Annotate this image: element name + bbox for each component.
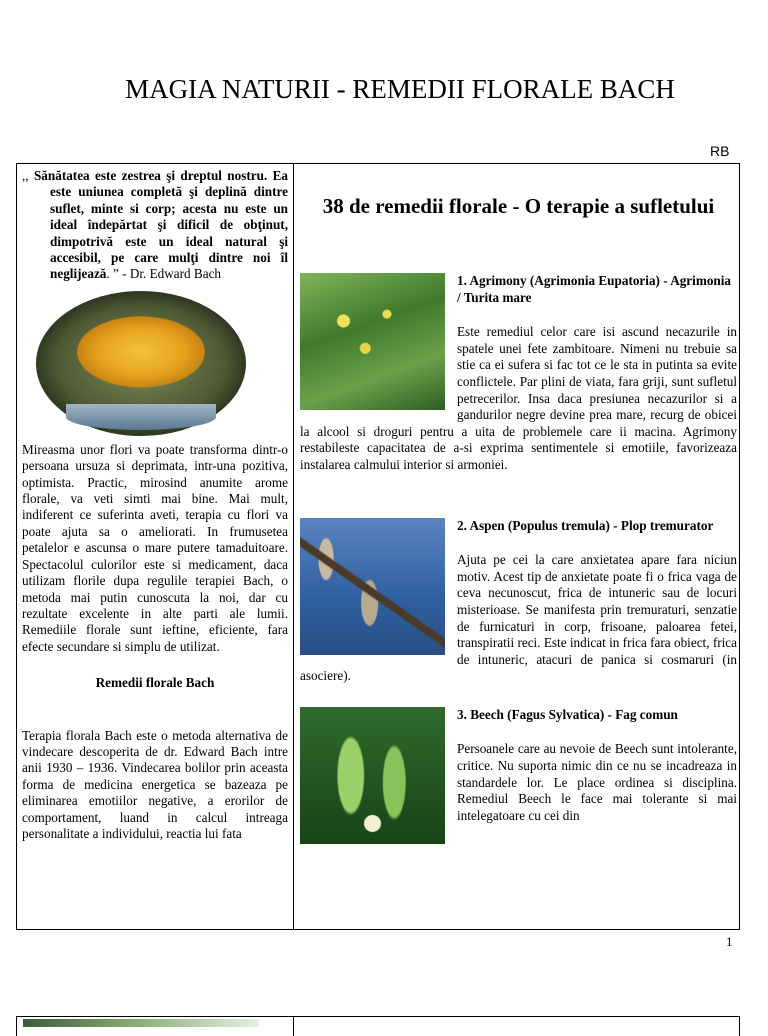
quote-open: ,, [22, 168, 34, 183]
remedy-title: 2. Aspen (Populus tremula) - Plop tremurator [457, 517, 714, 533]
intro-paragraph: Mireasma unor flori va poate transforma dintr-o persoana ursuza si deprimata, intr-una pozitiva, optimista. Practic, mirosind anumite arome florale, va veti simti mai bine. Mai mult, indiferent ce suferinta aveti, terapia cu flori va poate ajuta sa o ameliorati. In frumusetea petalelor e ascunsa o mare putere tamaduitoare. Spectacolul culorilor este si medicament, daca utilizam florile dupa regulile terapiei Bach, o metoda mai putin cunoscuta la noi, dar cu rezultate excelente in alte parti ale lumii. Remediile florale sunt ieftine, eficiente, fara efecte secundare si simplu de utilizat. [22, 441, 288, 654]
aspen-photo [300, 518, 445, 655]
bach-quote [22, 168, 288, 283]
remedy-description: Persoanele care au nevoie de Beech sunt intolerante, critice. Nu suporta nimic din ce nu se incadreaza in standardele lor. Le place ordinea si disciplina. Remediul Beech le face mai tolerante si mai intelegatoare cu cei din [457, 741, 737, 823]
section-heading: Remedii florale Bach [95, 675, 215, 691]
flower-bowl-photo [36, 291, 246, 436]
page-number: 1 [726, 934, 733, 949]
remedies-title: 38 de remedii florale - O terapie a sufletului [322, 194, 715, 218]
remedy-entry-agrimony [300, 273, 737, 474]
beech-photo [300, 707, 445, 844]
remedy-title: 3. Beech (Fagus Sylvatica) - Fag comun [457, 706, 678, 722]
author-initials: RB [710, 143, 730, 159]
remedy-entry-aspen [300, 518, 737, 685]
remedy-entry-beech [300, 707, 737, 825]
remedy-description: Ajuta pe cei la care anxietatea apare fara niciun motiv. Acest tip de anxietate poate fi o frica vaga de ceva necunoscut, frica de intuneric sau de locuri misterioase. Se manifesta prin tremuraturi, senzatie de furnicaturi in corp, frisoane, paloarea fetei, transpiratii reci. Este indicat in frica fara obiect, frica de intuneric, atacuri de panica si cosmaruri (in asociere). [300, 552, 737, 684]
column-divider [293, 164, 294, 929]
quote-text: Sănătatea este zestrea şi dreptul nostru. Ea este uniunea completă şi deplină dintre suflet, minte si corp; acesta nu este un ideal îndepărtat şi dificil de obţinut, dimpotrivă este un ideal natural şi accesibil, pe care mulţi dintre noi îl neglijează [33, 168, 288, 282]
remedy-title: 1. Agrimony (Agrimonia Eupatoria) - Agrimonia / Turita mare [457, 273, 731, 305]
agrimony-photo [300, 273, 445, 410]
right-column [300, 164, 737, 929]
remedy-description: Este remediul celor care isi ascund necazurile in spatele unei fete zambitoare. Nimeni nu trebuie sa stie ca ei sufera si fac tot ce le sta in putinta sa evite conflictele. Par plini de viata, fara griji, sunt sufletul petrecerilor. Insa daca presiunea necazurilor si a gandurilor negre devine prea mare, recurg de obicei la alcool si droguri pentru a uita de problemele care ii macina. Agrimony restabileste capacitatea de a-si exprima sentimentele si emotiile, favorizeaza instalarea calmului interior si armoniei. [300, 324, 737, 472]
content-table [16, 163, 740, 930]
next-page-column-divider [293, 1017, 294, 1036]
document-title: MAGIA NATURII - REMEDII FLORALE BACH [125, 74, 675, 104]
quote-attribution: . ” - Dr. Edward Bach [106, 266, 222, 282]
next-page-image-edge [23, 1019, 259, 1027]
left-column [22, 168, 288, 928]
therapy-paragraph: Terapia florala Bach este o metoda alternativa de vindecare descoperita de dr. Edward Bach intre anii 1930 – 1936. Vindecarea bolilor prin aceasta forma de medicina energetica se bazeaza pe eliminarea emotiilor negative, a erorilor de comportament, luand in calcul intreaga personalitate a individului, reactia lui fata [22, 727, 288, 841]
next-page-table-edge [16, 1016, 740, 1036]
